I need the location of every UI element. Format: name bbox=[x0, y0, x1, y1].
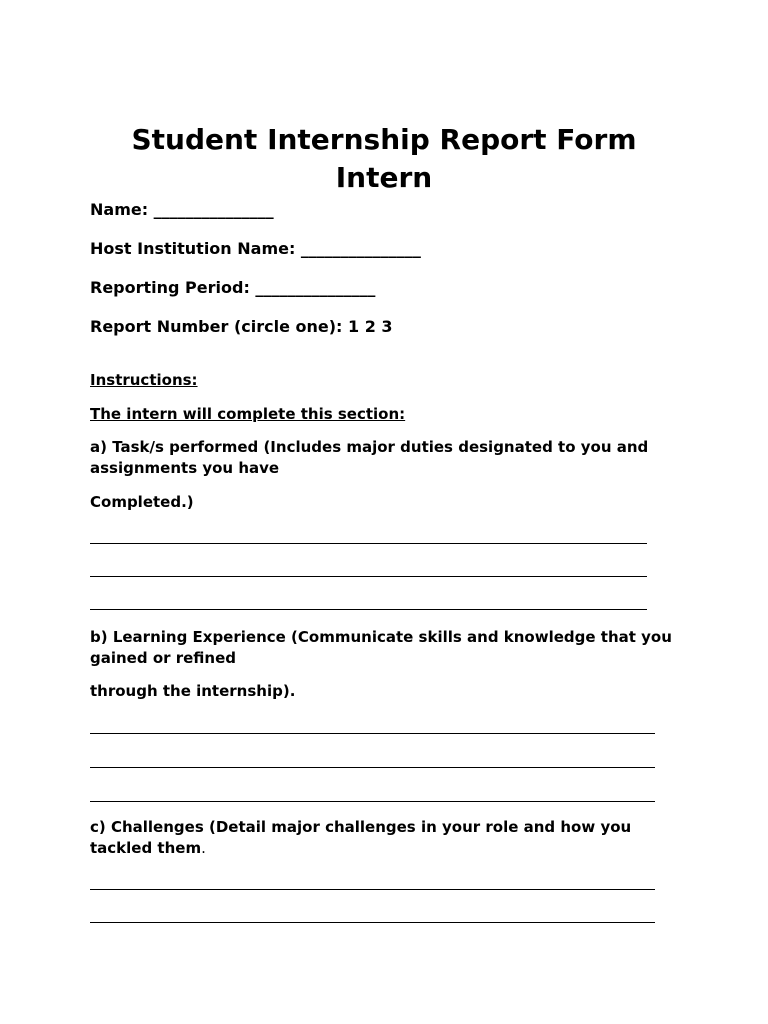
question-c-period: . bbox=[201, 839, 206, 857]
question-a-continuation: Completed.) bbox=[90, 493, 194, 511]
answer-a-line-1[interactable] bbox=[90, 543, 647, 544]
question-a-text: a) Task/s performed (Includes major duties designated to you and assignments you have bbox=[90, 438, 649, 477]
question-b-continuation: through the internship). bbox=[90, 682, 296, 700]
report-number-field[interactable]: Report Number (circle one): 1 2 3 bbox=[90, 317, 393, 336]
answer-b-line-1[interactable] bbox=[90, 733, 655, 734]
answer-a-line-3[interactable] bbox=[90, 609, 647, 610]
form-title: Student Internship Report Form bbox=[131, 123, 637, 156]
answer-c-line-1[interactable] bbox=[90, 889, 655, 890]
question-b-text: b) Learning Experience (Communicate skills and knowledge that you gained or refined bbox=[90, 628, 672, 667]
section-heading: The intern will complete this section: bbox=[90, 405, 406, 423]
answer-c-line-2[interactable] bbox=[90, 922, 655, 923]
form-subtitle: Intern bbox=[335, 161, 433, 194]
question-c-label: c) Challenges (Detail major challenges in your role and how you tackled them bbox=[90, 818, 632, 857]
answer-a-line-2[interactable] bbox=[90, 576, 647, 577]
answer-b-line-3[interactable] bbox=[90, 801, 655, 802]
reporting-period-field[interactable]: Reporting Period: _______________ bbox=[90, 278, 376, 297]
instructions-heading: Instructions: bbox=[90, 371, 198, 389]
answer-b-line-2[interactable] bbox=[90, 767, 655, 768]
name-field[interactable]: Name: _______________ bbox=[90, 200, 274, 219]
question-c-text bbox=[90, 817, 670, 859]
host-institution-field[interactable]: Host Institution Name: _______________ bbox=[90, 239, 421, 258]
